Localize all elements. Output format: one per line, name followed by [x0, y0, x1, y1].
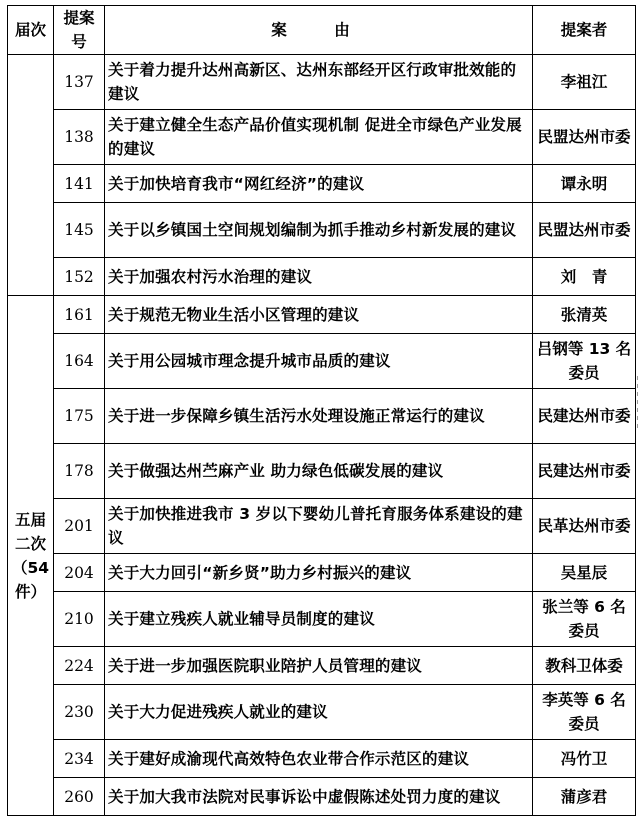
proposal-title: 关于加强农村污水治理的建议 — [105, 258, 533, 296]
proposer: 蒲彦君 — [533, 778, 636, 816]
proposal-number: 234 — [54, 740, 105, 778]
proposer: 吴星辰 — [533, 554, 636, 592]
proposal-number: 224 — [54, 647, 105, 685]
proposer: 张兰等 6 名委员 — [533, 592, 636, 647]
proposer: 民盟达州市委 — [533, 203, 636, 258]
table-row — [8, 258, 636, 296]
proposal-number: 152 — [54, 258, 105, 296]
session-cell: 五届二次（54件） — [8, 296, 54, 816]
proposal-number: 204 — [54, 554, 105, 592]
table-row — [8, 592, 636, 647]
header-number: 提案号 — [54, 6, 105, 55]
proposal-number: 178 — [54, 444, 105, 499]
proposal-title: 关于做强达州苎麻产业 助力绿色低碳发展的建议 — [105, 444, 533, 499]
proposal-title: 关于建好成渝现代高效特色农业带合作示范区的建议 — [105, 740, 533, 778]
proposer: 刘 青 — [533, 258, 636, 296]
proposer: 李祖江 — [533, 55, 636, 110]
proposal-title: 关于以乡镇国土空间规划编制为抓手推动乡村新发展的建议 — [105, 203, 533, 258]
table-row — [8, 685, 636, 740]
proposal-title: 关于大力促进残疾人就业的建议 — [105, 685, 533, 740]
header-title: 案 由 — [105, 6, 533, 55]
proposal-title: 关于大力回引“新乡贤”助力乡村振兴的建议 — [105, 554, 533, 592]
proposer: 吕钢等 13 名委员 — [533, 334, 636, 389]
proposer: 李英等 6 名委员 — [533, 685, 636, 740]
table-row — [8, 778, 636, 816]
table-row — [8, 334, 636, 389]
proposer: 民建达州市委 — [533, 444, 636, 499]
proposal-number: 175 — [54, 389, 105, 444]
table-row — [8, 499, 636, 554]
proposal-title: 关于着力提升达州高新区、达州东部经开区行政审批效能的建议 — [105, 55, 533, 110]
table-row — [8, 296, 636, 334]
table-row — [8, 55, 636, 110]
proposal-number: 141 — [54, 165, 105, 203]
table-row — [8, 740, 636, 778]
proposal-number: 137 — [54, 55, 105, 110]
proposal-number: 161 — [54, 296, 105, 334]
proposer: 张清英 — [533, 296, 636, 334]
proposal-number: 164 — [54, 334, 105, 389]
table-row — [8, 389, 636, 444]
proposal-title: 关于规范无物业生活小区管理的建议 — [105, 296, 533, 334]
proposer: 民建达州市委 — [533, 389, 636, 444]
proposal-title: 关于用公园城市理念提升城市品质的建议 — [105, 334, 533, 389]
proposer: 民盟达州市委 — [533, 110, 636, 165]
proposer: 谭永明 — [533, 165, 636, 203]
table-row — [8, 554, 636, 592]
header-row — [8, 6, 636, 55]
proposal-title: 关于建立残疾人就业辅导员制度的建议 — [105, 592, 533, 647]
proposal-title: 关于进一步保障乡镇生活污水处理设施正常运行的建议 — [105, 389, 533, 444]
header-session: 届次 — [8, 6, 54, 55]
table-row — [8, 203, 636, 258]
proposal-number: 210 — [54, 592, 105, 647]
page-edge-marks — [637, 0, 638, 817]
table-row — [8, 165, 636, 203]
proposal-title: 关于建立健全生态产品价值实现机制 促进全市绿色产业发展的建议 — [105, 110, 533, 165]
proposal-title: 关于进一步加强医院职业陪护人员管理的建议 — [105, 647, 533, 685]
proposer: 民革达州市委 — [533, 499, 636, 554]
proposal-number: 138 — [54, 110, 105, 165]
table-row — [8, 110, 636, 165]
proposal-table — [7, 5, 636, 816]
header-proposer: 提案者 — [533, 6, 636, 55]
proposal-number: 145 — [54, 203, 105, 258]
proposal-number: 201 — [54, 499, 105, 554]
table-row — [8, 647, 636, 685]
proposer: 教科卫体委 — [533, 647, 636, 685]
table-row — [8, 444, 636, 499]
session-cell — [8, 55, 54, 296]
proposal-title: 关于加快培育我市“网红经济”的建议 — [105, 165, 533, 203]
proposal-number: 260 — [54, 778, 105, 816]
proposal-number: 230 — [54, 685, 105, 740]
proposer: 冯竹卫 — [533, 740, 636, 778]
proposal-title: 关于加大我市法院对民事诉讼中虚假陈述处罚力度的建议 — [105, 778, 533, 816]
proposal-title: 关于加快推进我市 3 岁以下婴幼儿普托育服务体系建设的建议 — [105, 499, 533, 554]
